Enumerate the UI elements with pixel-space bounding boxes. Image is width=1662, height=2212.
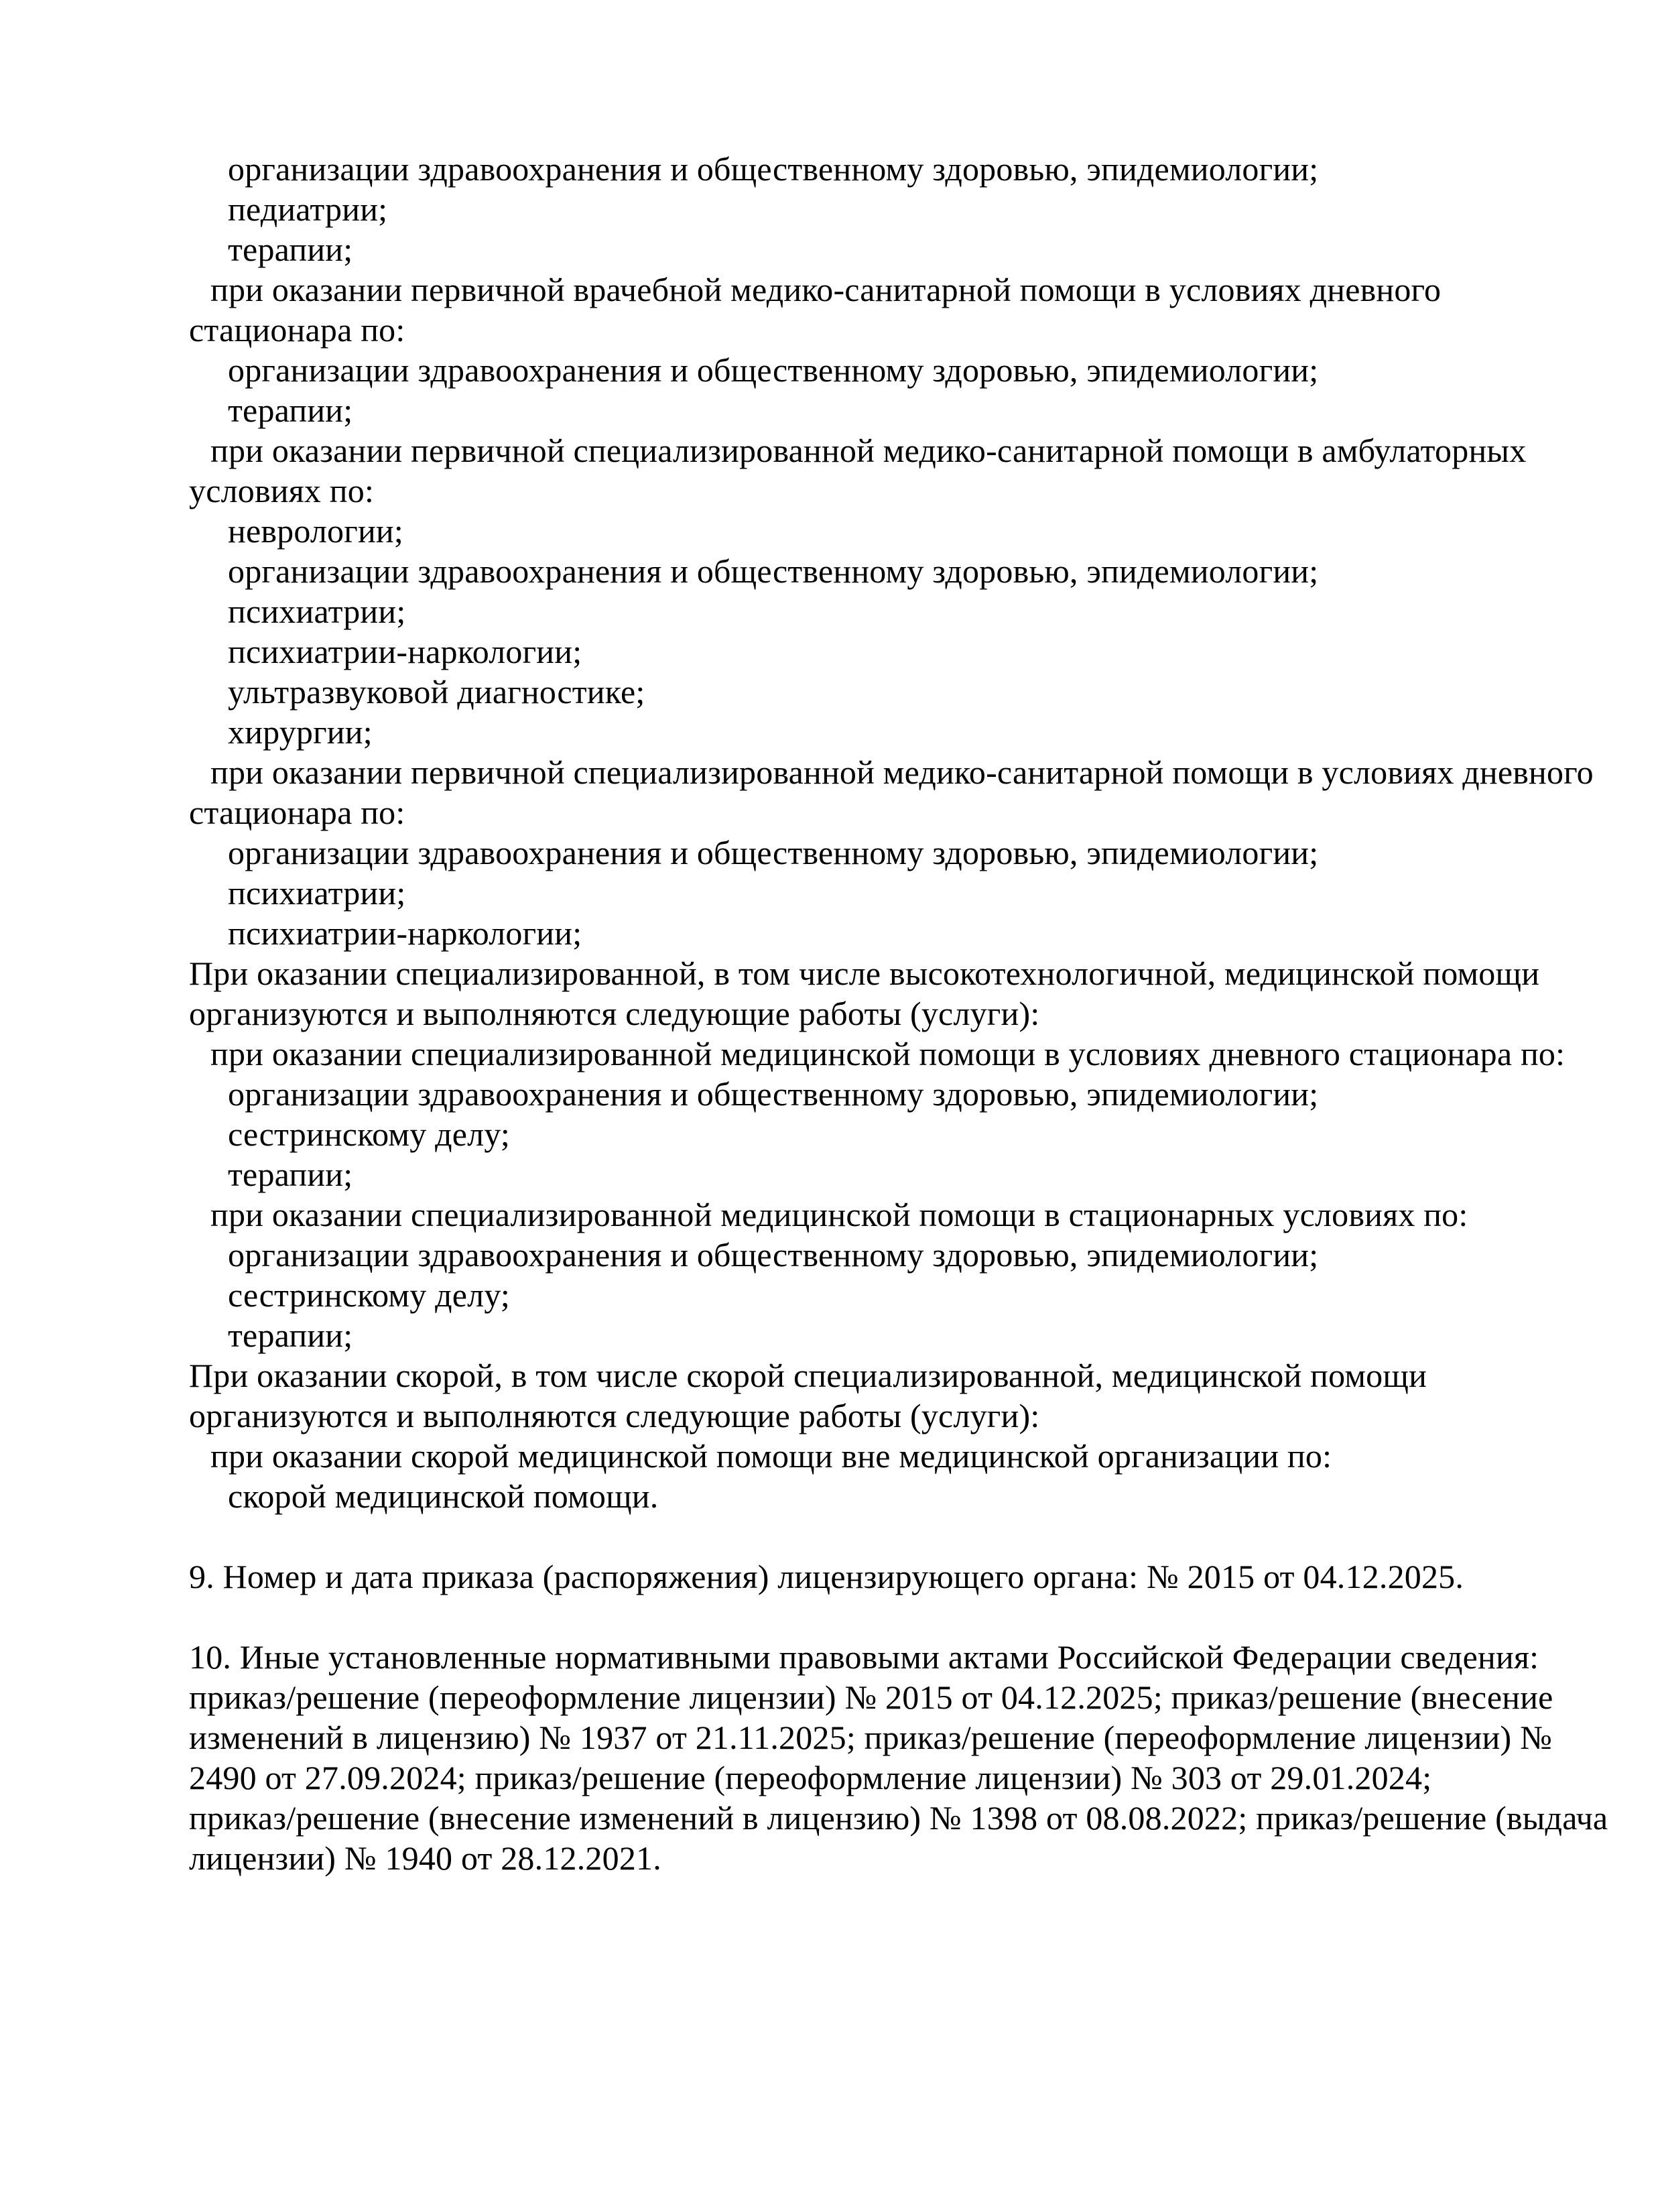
document-line: организации здравоохранения и общественному здоровью, эпидемиологии; bbox=[228, 1236, 1319, 1274]
document-line: терапии; bbox=[228, 1156, 353, 1193]
document-line: организации здравоохранения и общественному здоровью, эпидемиологии; bbox=[228, 552, 1319, 590]
document-line: скорой медицинской помощи. bbox=[228, 1477, 659, 1515]
document-line: психиатрии-наркологии; bbox=[228, 914, 582, 952]
document-line: при оказании скорой медицинской помощи вне медицинской организации по: bbox=[210, 1437, 1332, 1475]
document-line: организации здравоохранения и общественному здоровью, эпидемиологии; bbox=[228, 351, 1319, 389]
blank-line bbox=[189, 1516, 1662, 1556]
document-line: организации здравоохранения и общественному здоровью, эпидемиологии; bbox=[228, 1075, 1319, 1113]
document-line: психиатрии; bbox=[228, 874, 406, 912]
document-line: педиатрии; bbox=[228, 190, 388, 228]
document-line: При оказании скорой, в том числе скорой специализированной, медицинской помощи bbox=[189, 1357, 1427, 1394]
document-line: изменений в лицензию) № 1937 от 21.11.2025; приказ/решение (переоформление лицензии) № bbox=[189, 1719, 1552, 1756]
document-line: приказ/решение (переоформление лицензии) № 2015 от 04.12.2025; приказ/решение (внесение bbox=[189, 1678, 1553, 1716]
document-line: терапии; bbox=[228, 391, 353, 429]
document-line: при оказании специализированной медицинской помощи в условиях дневного стационара по: bbox=[210, 1035, 1565, 1072]
document-line: лицензии) № 1940 от 28.12.2021. bbox=[189, 1839, 661, 1877]
document-line: при оказании первичной специализированной медико-санитарной помощи в условиях дневного bbox=[210, 753, 1594, 791]
document-line: психиатрии-наркологии; bbox=[228, 633, 582, 670]
document-line: 10. Иные установленные нормативными правовыми актами Российской Федерации сведения: bbox=[189, 1638, 1539, 1676]
document-line: ультразвуковой диагностике; bbox=[228, 673, 645, 711]
document-line: организации здравоохранения и общественному здоровью, эпидемиологии; bbox=[228, 834, 1319, 871]
document-line: терапии; bbox=[228, 231, 353, 268]
document-line: организации здравоохранения и общественному здоровью, эпидемиологии; bbox=[228, 150, 1319, 188]
document-line: 9. Номер и дата приказа (распоряжения) лицензирующего органа: № 2015 от 04.12.2025. bbox=[189, 1558, 1464, 1595]
document-line: стационара по: bbox=[189, 794, 405, 831]
document-line: психиатрии; bbox=[228, 593, 406, 630]
document-line: сестринскому делу; bbox=[228, 1276, 510, 1314]
document-line: организуются и выполняются следующие работы (услуги): bbox=[189, 995, 1040, 1032]
document-line: условиях по: bbox=[189, 472, 375, 509]
document-line: при оказании первичной специализированной медико-санитарной помощи в амбулаторных bbox=[210, 432, 1527, 469]
document-line: сестринскому делу; bbox=[228, 1115, 510, 1153]
document-line: организуются и выполняются следующие работы (услуги): bbox=[189, 1397, 1040, 1434]
document-line: терапии; bbox=[228, 1316, 353, 1354]
document-line: при оказании специализированной медицинской помощи в стационарных условиях по: bbox=[210, 1196, 1468, 1233]
document-line: неврологии; bbox=[228, 512, 403, 550]
document-line: хирургии; bbox=[228, 713, 373, 751]
document-line: приказ/решение (внесение изменений в лицензию) № 1398 от 08.08.2022; приказ/решение (выдача bbox=[189, 1799, 1608, 1837]
blank-line bbox=[189, 1597, 1662, 1637]
document-text-block bbox=[0, 149, 1662, 1878]
document-line: 2490 от 27.09.2024; приказ/решение (переоформление лицензии) № 303 от 29.01.2024; bbox=[189, 1759, 1432, 1796]
document-line: при оказании первичной врачебной медико-санитарной помощи в условиях дневного bbox=[210, 271, 1442, 308]
document-line: стационара по: bbox=[189, 311, 405, 349]
document-line: При оказании специализированной, в том числе высокотехнологичной, медицинской помощи bbox=[189, 955, 1540, 992]
